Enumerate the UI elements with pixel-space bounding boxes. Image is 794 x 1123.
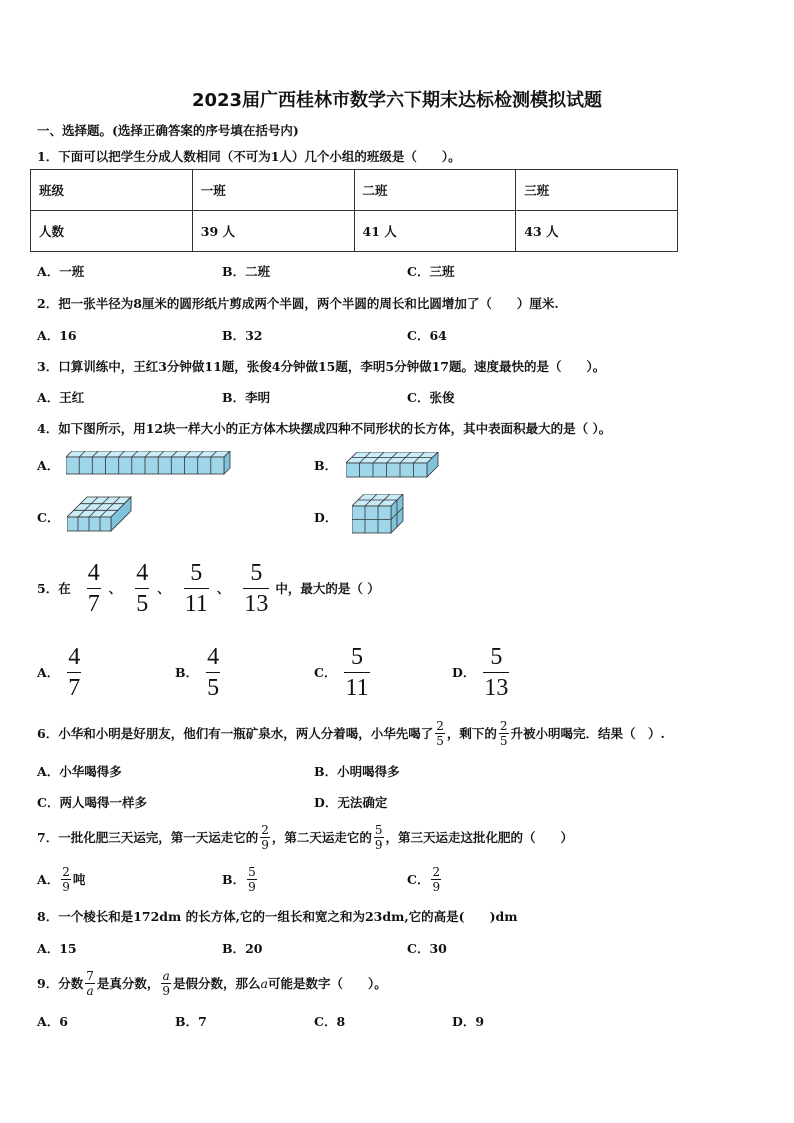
- numerator: 5: [351, 643, 363, 670]
- text: 升被小明喝完．结果（ ）.: [510, 726, 665, 741]
- numerator: 5: [374, 822, 383, 837]
- q8-option-b[interactable]: B．20: [222, 941, 263, 956]
- numerator: 5: [490, 643, 503, 670]
- q6-option-a[interactable]: A．小华喝得多: [37, 764, 122, 779]
- q9-option-a[interactable]: A．6: [37, 1014, 68, 1029]
- text: 可能是数字（ ）。: [267, 976, 387, 991]
- fraction: [483, 645, 509, 700]
- cuboid-1x12-figure: [66, 451, 234, 475]
- separator: 、: [216, 581, 230, 596]
- option-label: B．: [175, 665, 199, 680]
- q2-option-b[interactable]: B．32: [222, 328, 263, 343]
- q5-option-a[interactable]: [37, 640, 83, 704]
- q5-option-d[interactable]: [452, 640, 511, 704]
- fraction: [206, 645, 220, 700]
- page-title: 2023届广西桂林市数学六下期末达标检测模拟试题: [191, 90, 603, 111]
- unit: 吨: [72, 872, 86, 887]
- q5-prefix: 5．在: [37, 581, 71, 596]
- q2-option-a[interactable]: A．16: [37, 328, 77, 343]
- numerator: 5: [250, 559, 263, 586]
- denominator: 9: [62, 879, 70, 894]
- question-8-stem: 8．一个棱长和是172dm 的长方体,它的一组长和宽之和为23dm,它的高是( )dm: [37, 909, 518, 924]
- question-4-stem: 4．如下图所示，用12块一样大小的正方体木块摆成四种不同形状的长方体，其中表面积最大的是（ ）。: [37, 421, 612, 436]
- text: 7．一批化肥三天运完，第一天运走它的: [37, 830, 259, 845]
- fraction: [87, 561, 101, 616]
- denominator: 9: [162, 983, 170, 998]
- numerator: 2: [432, 864, 441, 879]
- q4-option-d[interactable]: D．: [314, 510, 338, 525]
- cuboid-3x4-figure: [67, 496, 133, 532]
- numerator: 4: [207, 643, 220, 670]
- fraction: [247, 866, 257, 893]
- q3-option-c[interactable]: C．张俊: [407, 390, 455, 405]
- q8-option-c[interactable]: C．30: [407, 941, 447, 956]
- cuboid-2x6-figure: [346, 452, 440, 478]
- q1-option-b[interactable]: B．二班: [222, 264, 271, 279]
- denominator: 11: [184, 590, 208, 617]
- denominator: a: [86, 983, 94, 998]
- variable: a: [260, 975, 268, 991]
- q4-option-b[interactable]: B．: [314, 458, 338, 473]
- numerator: 4: [87, 559, 100, 586]
- denominator: 7: [87, 590, 100, 617]
- fraction: [499, 720, 509, 747]
- q1-option-c[interactable]: C．三班: [407, 264, 455, 279]
- table-cell: 班级: [31, 170, 193, 211]
- fraction: [161, 970, 171, 997]
- option-label: D．: [452, 665, 476, 680]
- fraction: [435, 720, 445, 747]
- q6-option-c[interactable]: C．两人喝得一样多: [37, 795, 147, 810]
- table-cell: 二班: [354, 170, 516, 211]
- denominator: 5: [207, 674, 220, 701]
- denominator: 9: [248, 879, 256, 894]
- table-cell: 人数: [31, 211, 193, 252]
- option-label: C．: [407, 872, 430, 887]
- numerator: 2: [261, 822, 269, 837]
- table-cell: 39 人: [192, 211, 354, 252]
- text: 是真分数，: [96, 976, 160, 991]
- q6-option-d[interactable]: D．无法确定: [314, 795, 388, 810]
- fraction: [61, 866, 71, 893]
- q8-option-a[interactable]: A．15: [37, 941, 77, 956]
- q7-option-c[interactable]: [407, 860, 443, 898]
- q2-option-c[interactable]: C．64: [407, 328, 447, 343]
- fraction: [260, 824, 270, 851]
- q3-option-b[interactable]: B．李明: [222, 390, 271, 405]
- denominator: 5: [499, 733, 508, 748]
- option-label: C．: [314, 665, 337, 680]
- fraction: [184, 561, 209, 616]
- denominator: 9: [261, 837, 269, 852]
- option-label: A．: [37, 665, 60, 680]
- q9-option-d[interactable]: D．9: [452, 1014, 485, 1029]
- fraction: [67, 645, 81, 700]
- text: 是假分数，那么: [173, 976, 261, 991]
- denominator: 11: [345, 674, 369, 701]
- text: ，第三天运走这批化肥的（ ）: [385, 830, 574, 845]
- q9-option-b[interactable]: B．7: [175, 1014, 207, 1029]
- q4-option-a[interactable]: A．: [37, 458, 60, 473]
- fraction: [85, 970, 95, 997]
- table-cell: 一班: [192, 170, 354, 211]
- question-9-stem: [37, 964, 387, 1002]
- option-label: B．: [222, 872, 246, 887]
- fraction: [344, 645, 369, 700]
- q5-suffix: 中，最大的是（ ）: [275, 581, 380, 596]
- denominator: 7: [68, 674, 81, 701]
- fraction: [431, 866, 441, 893]
- q4-option-c[interactable]: C．: [37, 510, 60, 525]
- table-cell: 41 人: [354, 211, 516, 252]
- question-2-stem: 2．把一张半径为8厘米的圆形纸片剪成两个半圆，两个半圆的周长和比圆增加了（ ）厘米.: [37, 296, 559, 311]
- text: ，剩下的: [446, 726, 497, 741]
- q5-option-c[interactable]: [314, 640, 372, 704]
- denominator: 5: [436, 733, 444, 748]
- q5-option-b[interactable]: [175, 640, 222, 704]
- text: ，第二天运走它的: [271, 830, 372, 845]
- question-5-stem: [37, 556, 380, 620]
- numerator: 5: [248, 864, 256, 879]
- denominator: 9: [432, 879, 441, 894]
- numerator: 7: [86, 968, 94, 983]
- text: 9．分数: [37, 976, 84, 991]
- question-7-stem: [37, 818, 573, 856]
- option-label: A．: [37, 872, 60, 887]
- fraction: [374, 824, 384, 851]
- question-1-stem: 1．下面可以把学生分成人数相同（不可为1人）几个小组的班级是（ ）。: [37, 149, 461, 164]
- separator: 、: [108, 581, 122, 596]
- q1-option-a[interactable]: A．一班: [37, 264, 85, 279]
- q6-option-b[interactable]: B．小明喝得多: [314, 764, 400, 779]
- numerator: 5: [190, 559, 203, 586]
- q3-option-a[interactable]: A．王红: [37, 390, 85, 405]
- question-3-stem: 3．口算训练中，王红3分钟做11题，张俊4分钟做15题，李明5分钟做17题。速度最快的是（ ）。: [37, 359, 606, 374]
- denominator: 13: [244, 590, 269, 617]
- class-size-table: [30, 169, 678, 252]
- table-cell: 三班: [516, 170, 678, 211]
- numerator: 2: [62, 864, 70, 879]
- numerator: a: [162, 968, 170, 983]
- numerator: 4: [136, 559, 149, 586]
- denominator: 9: [374, 837, 383, 852]
- numerator: 2: [436, 718, 444, 733]
- q7-option-a[interactable]: [37, 860, 85, 898]
- section-heading: 一、选择题。(选择正确答案的序号填在括号内): [37, 123, 299, 138]
- denominator: 13: [484, 674, 509, 701]
- text: 6．小华和小明是好朋友，他们有一瓶矿泉水，两人分着喝，小华先喝了: [37, 726, 434, 741]
- fraction: [243, 561, 269, 616]
- q7-option-b[interactable]: [222, 860, 259, 898]
- table-row: [31, 211, 678, 252]
- question-6-stem: [37, 714, 665, 752]
- q9-option-c[interactable]: C．8: [314, 1014, 346, 1029]
- table-cell: 43 人: [516, 211, 678, 252]
- denominator: 5: [136, 590, 149, 617]
- numerator: 4: [68, 643, 81, 670]
- separator: 、: [157, 581, 170, 596]
- fraction: [135, 561, 149, 616]
- numerator: 2: [499, 718, 508, 733]
- table-row: [31, 170, 678, 211]
- cuboid-2x2x3-figure: [352, 494, 406, 534]
